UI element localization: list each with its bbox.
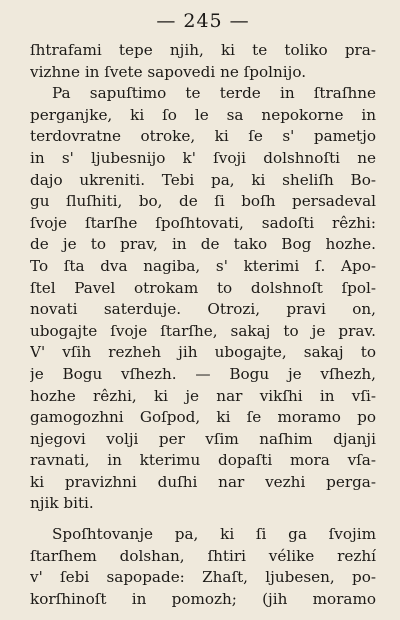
- text-line: Pa sapuſtimo te terde in ſtraſhne: [52, 84, 376, 103]
- text-line: perganjke, ki ſo le sa nepokorne in: [30, 105, 376, 124]
- text-line: ravnati, in kterimu dopaſti mora vſa-: [30, 451, 376, 470]
- text-line: njegovi volji per vſim naſhim djanji: [30, 429, 376, 448]
- text-line: Spoſhtovanje pa, ki ſi ga ſvojim: [52, 525, 376, 544]
- paragraph-1: [30, 40, 376, 83]
- text-line: in s' ljubesnijo k' ſvoji dolshnoſti ne: [30, 148, 376, 167]
- paragraph-3: [30, 524, 376, 610]
- paragraph-2: [30, 83, 376, 515]
- text-line: gu ſluſhiti, bo, de ſi boſh persadeval: [30, 192, 376, 211]
- text-line: vizhne in ſvete sapovedi ne ſpolnijo.: [30, 62, 307, 81]
- text-line: hozhe rêzhi, ki je nar vikſhi in vſi-: [30, 386, 376, 405]
- text-line: ſhtrafami tepe njih, ki te toliko pra-: [30, 41, 376, 59]
- text-line: ſvoje ſtarſhe ſpoſhtovati, sadoſti rêzhi:: [30, 213, 376, 232]
- text-line: korſhinoſt in pomozh; (jih moramo: [30, 589, 376, 608]
- text-line: gamogozhni Goſpod, ki ſe moramo po: [30, 408, 376, 427]
- text-line: njik biti.: [30, 494, 94, 513]
- text-line: ſtel Pavel otrokam to dolshnoſt ſpol-: [30, 278, 376, 297]
- text-line: To ſta dva nagiba, s' kterimi ſ. Apo-: [30, 256, 376, 275]
- text-line: de je to prav, in de tako Bog hozhe.: [30, 235, 376, 254]
- text-line: novati saterduje. Otrozi, pravi on,: [30, 300, 376, 319]
- text-line: terdovratne otroke, ki ſe s' pametjo: [30, 127, 376, 146]
- text-line: ubogajte ſvoje ſtarſhe, sakaj to je prav.: [30, 321, 376, 340]
- text-line: ſtarſhem dolshan, ſhtiri vélike rezhí: [30, 546, 376, 565]
- page-number: — 245 —: [156, 10, 250, 32]
- text-line: V' vſih rezheh jih ubogajte, sakaj to: [30, 343, 376, 362]
- text-line: je Bogu vſhezh. — Bogu je vſhezh,: [30, 364, 376, 383]
- text-line: dajo ukreniti. Tebi pa, ki sheliſh Bo-: [30, 170, 376, 189]
- text-line: ki pravizhni duſhi nar vezhi perga-: [30, 472, 376, 491]
- paragraph-gap: [30, 515, 376, 524]
- text-line: v' ſebi sapopade: Zhaſt, ljubesen, po-: [30, 568, 376, 587]
